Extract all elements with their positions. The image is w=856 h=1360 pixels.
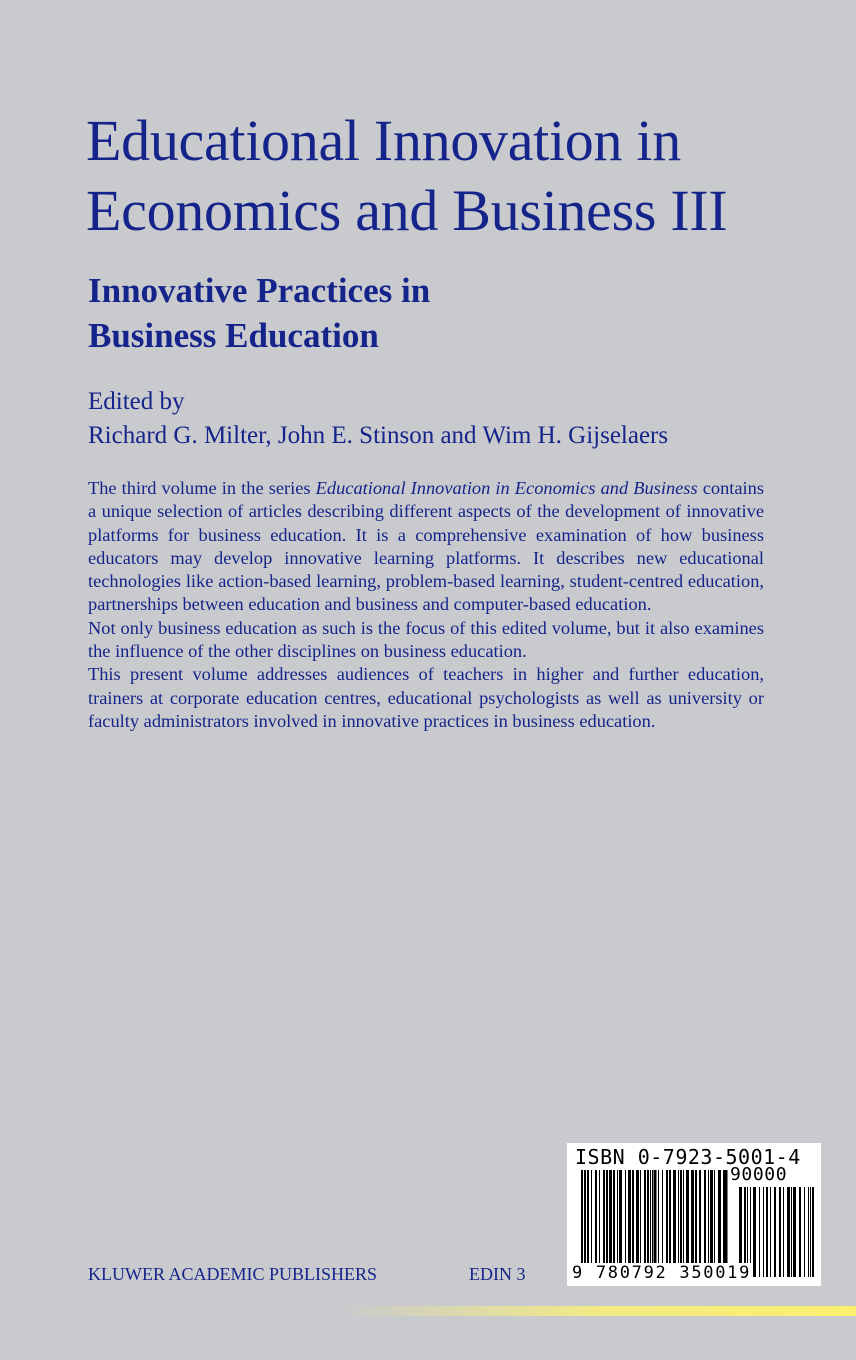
barcode-bar bbox=[686, 1170, 689, 1263]
barcode-bar bbox=[678, 1170, 679, 1263]
series-name: Educational Innovation in Economics and Business bbox=[315, 478, 698, 498]
barcode-bar bbox=[680, 1170, 682, 1263]
book-title-line-1: Educational Innovation in bbox=[86, 108, 681, 173]
barcode-bar bbox=[587, 1170, 589, 1263]
barcode-guard-bar bbox=[652, 1170, 654, 1273]
book-title bbox=[86, 106, 826, 246]
barcode-bar bbox=[619, 1170, 622, 1263]
barcode-bar bbox=[810, 1187, 811, 1277]
barcode-bar bbox=[606, 1170, 608, 1263]
book-title-line-2: Economics and Business III bbox=[86, 178, 728, 243]
ean-number: 9 780792 350019 bbox=[572, 1263, 752, 1283]
barcode-bar bbox=[658, 1170, 659, 1263]
barcode-guard-bar bbox=[655, 1170, 657, 1273]
barcode-bar bbox=[591, 1170, 592, 1263]
barcode-bar bbox=[625, 1170, 626, 1263]
barcode-bar bbox=[669, 1170, 671, 1263]
description-p1-body: contains a unique selection of articles describing different aspects of the development of innovative platforms for business education. It is a comprehensive examination of how business educators may develop innovative learning platforms. It describes new educational technologies like action-based learning, problem-based learning, student-centred education, partnerships between education and business and computer-based education. bbox=[88, 478, 764, 615]
barcode-guard-bar bbox=[726, 1170, 728, 1273]
book-description bbox=[88, 477, 764, 733]
series-code: EDIN 3 bbox=[469, 1264, 526, 1284]
book-subtitle bbox=[88, 268, 788, 358]
barcode-bar bbox=[779, 1187, 781, 1277]
barcode-bar bbox=[787, 1187, 790, 1277]
barcode-bar bbox=[650, 1170, 651, 1263]
barcode-bar bbox=[770, 1187, 771, 1277]
barcode-bar bbox=[708, 1170, 709, 1263]
barcode-bar bbox=[647, 1170, 649, 1263]
barcode-bar bbox=[812, 1187, 814, 1277]
barcode-guard-bar bbox=[723, 1170, 725, 1273]
description-paragraph-2: Not only business education as such is the focus of this edited volume, but it also examines the influence of the other disciplines on business education. bbox=[88, 617, 764, 662]
barcode-bar bbox=[695, 1170, 697, 1263]
barcode-bar bbox=[595, 1170, 597, 1263]
isbn-barcode bbox=[567, 1143, 821, 1286]
barcode-bar bbox=[704, 1170, 706, 1263]
isbn-label: ISBN 0-7923-5001-4 bbox=[575, 1145, 801, 1169]
barcode-bar bbox=[609, 1170, 612, 1263]
description-p1-intro: The third volume in the series bbox=[88, 478, 316, 498]
barcode-addon-code: 90000 bbox=[730, 1164, 788, 1185]
barcode-bar bbox=[636, 1170, 639, 1263]
description-paragraph-3: This present volume addresses audiences of teachers in higher and further education, trainers at corporate education centres, educational psychologists as well as university or faculty administrators involved in innovative practices in business education. bbox=[88, 664, 764, 731]
barcode-bar bbox=[793, 1187, 796, 1277]
barcode-bar bbox=[714, 1170, 715, 1263]
barcode-bar bbox=[799, 1187, 801, 1277]
barcode-bar bbox=[804, 1187, 805, 1277]
barcode-bar bbox=[710, 1170, 713, 1263]
barcode-bar bbox=[644, 1170, 646, 1263]
barcode-bar bbox=[613, 1170, 615, 1263]
barcode-bar bbox=[774, 1187, 776, 1277]
barcode-bar bbox=[783, 1187, 784, 1277]
barcode-bar bbox=[599, 1170, 600, 1263]
barcode-bar bbox=[683, 1170, 684, 1263]
barcode-guard-bar bbox=[584, 1170, 586, 1273]
barcode-bar bbox=[666, 1170, 668, 1263]
barcode-bar bbox=[699, 1170, 701, 1263]
barcode-guard-bar bbox=[581, 1170, 583, 1273]
barcode-bar bbox=[791, 1187, 792, 1277]
barcode-bar bbox=[759, 1187, 760, 1277]
barcode-bar bbox=[808, 1187, 809, 1277]
barcode-bar bbox=[763, 1187, 764, 1277]
editors-list: Richard G. Milter, John E. Stinson and Wim H. Gijselaers bbox=[88, 422, 669, 449]
description-paragraph-1 bbox=[88, 477, 764, 617]
barcode-bar bbox=[662, 1170, 663, 1263]
book-subtitle-line-2: Business Education bbox=[88, 316, 379, 355]
barcode-bar bbox=[632, 1170, 634, 1263]
barcode-bar bbox=[673, 1170, 676, 1263]
barcode-bar bbox=[628, 1170, 631, 1263]
publisher-name: KLUWER ACADEMIC PUBLISHERS bbox=[88, 1264, 378, 1284]
book-subtitle-line-1: Innovative Practices in bbox=[88, 271, 431, 310]
barcode-bar bbox=[640, 1170, 641, 1263]
cover-edge-strip bbox=[0, 1306, 856, 1316]
barcode-bar bbox=[617, 1170, 618, 1263]
barcode-bar bbox=[718, 1170, 721, 1263]
edited-by-label: Edited by bbox=[88, 388, 185, 415]
barcode-bar bbox=[603, 1170, 605, 1263]
barcode-bar bbox=[691, 1170, 694, 1263]
barcode-bar bbox=[753, 1187, 756, 1277]
barcode-bar bbox=[766, 1187, 768, 1277]
